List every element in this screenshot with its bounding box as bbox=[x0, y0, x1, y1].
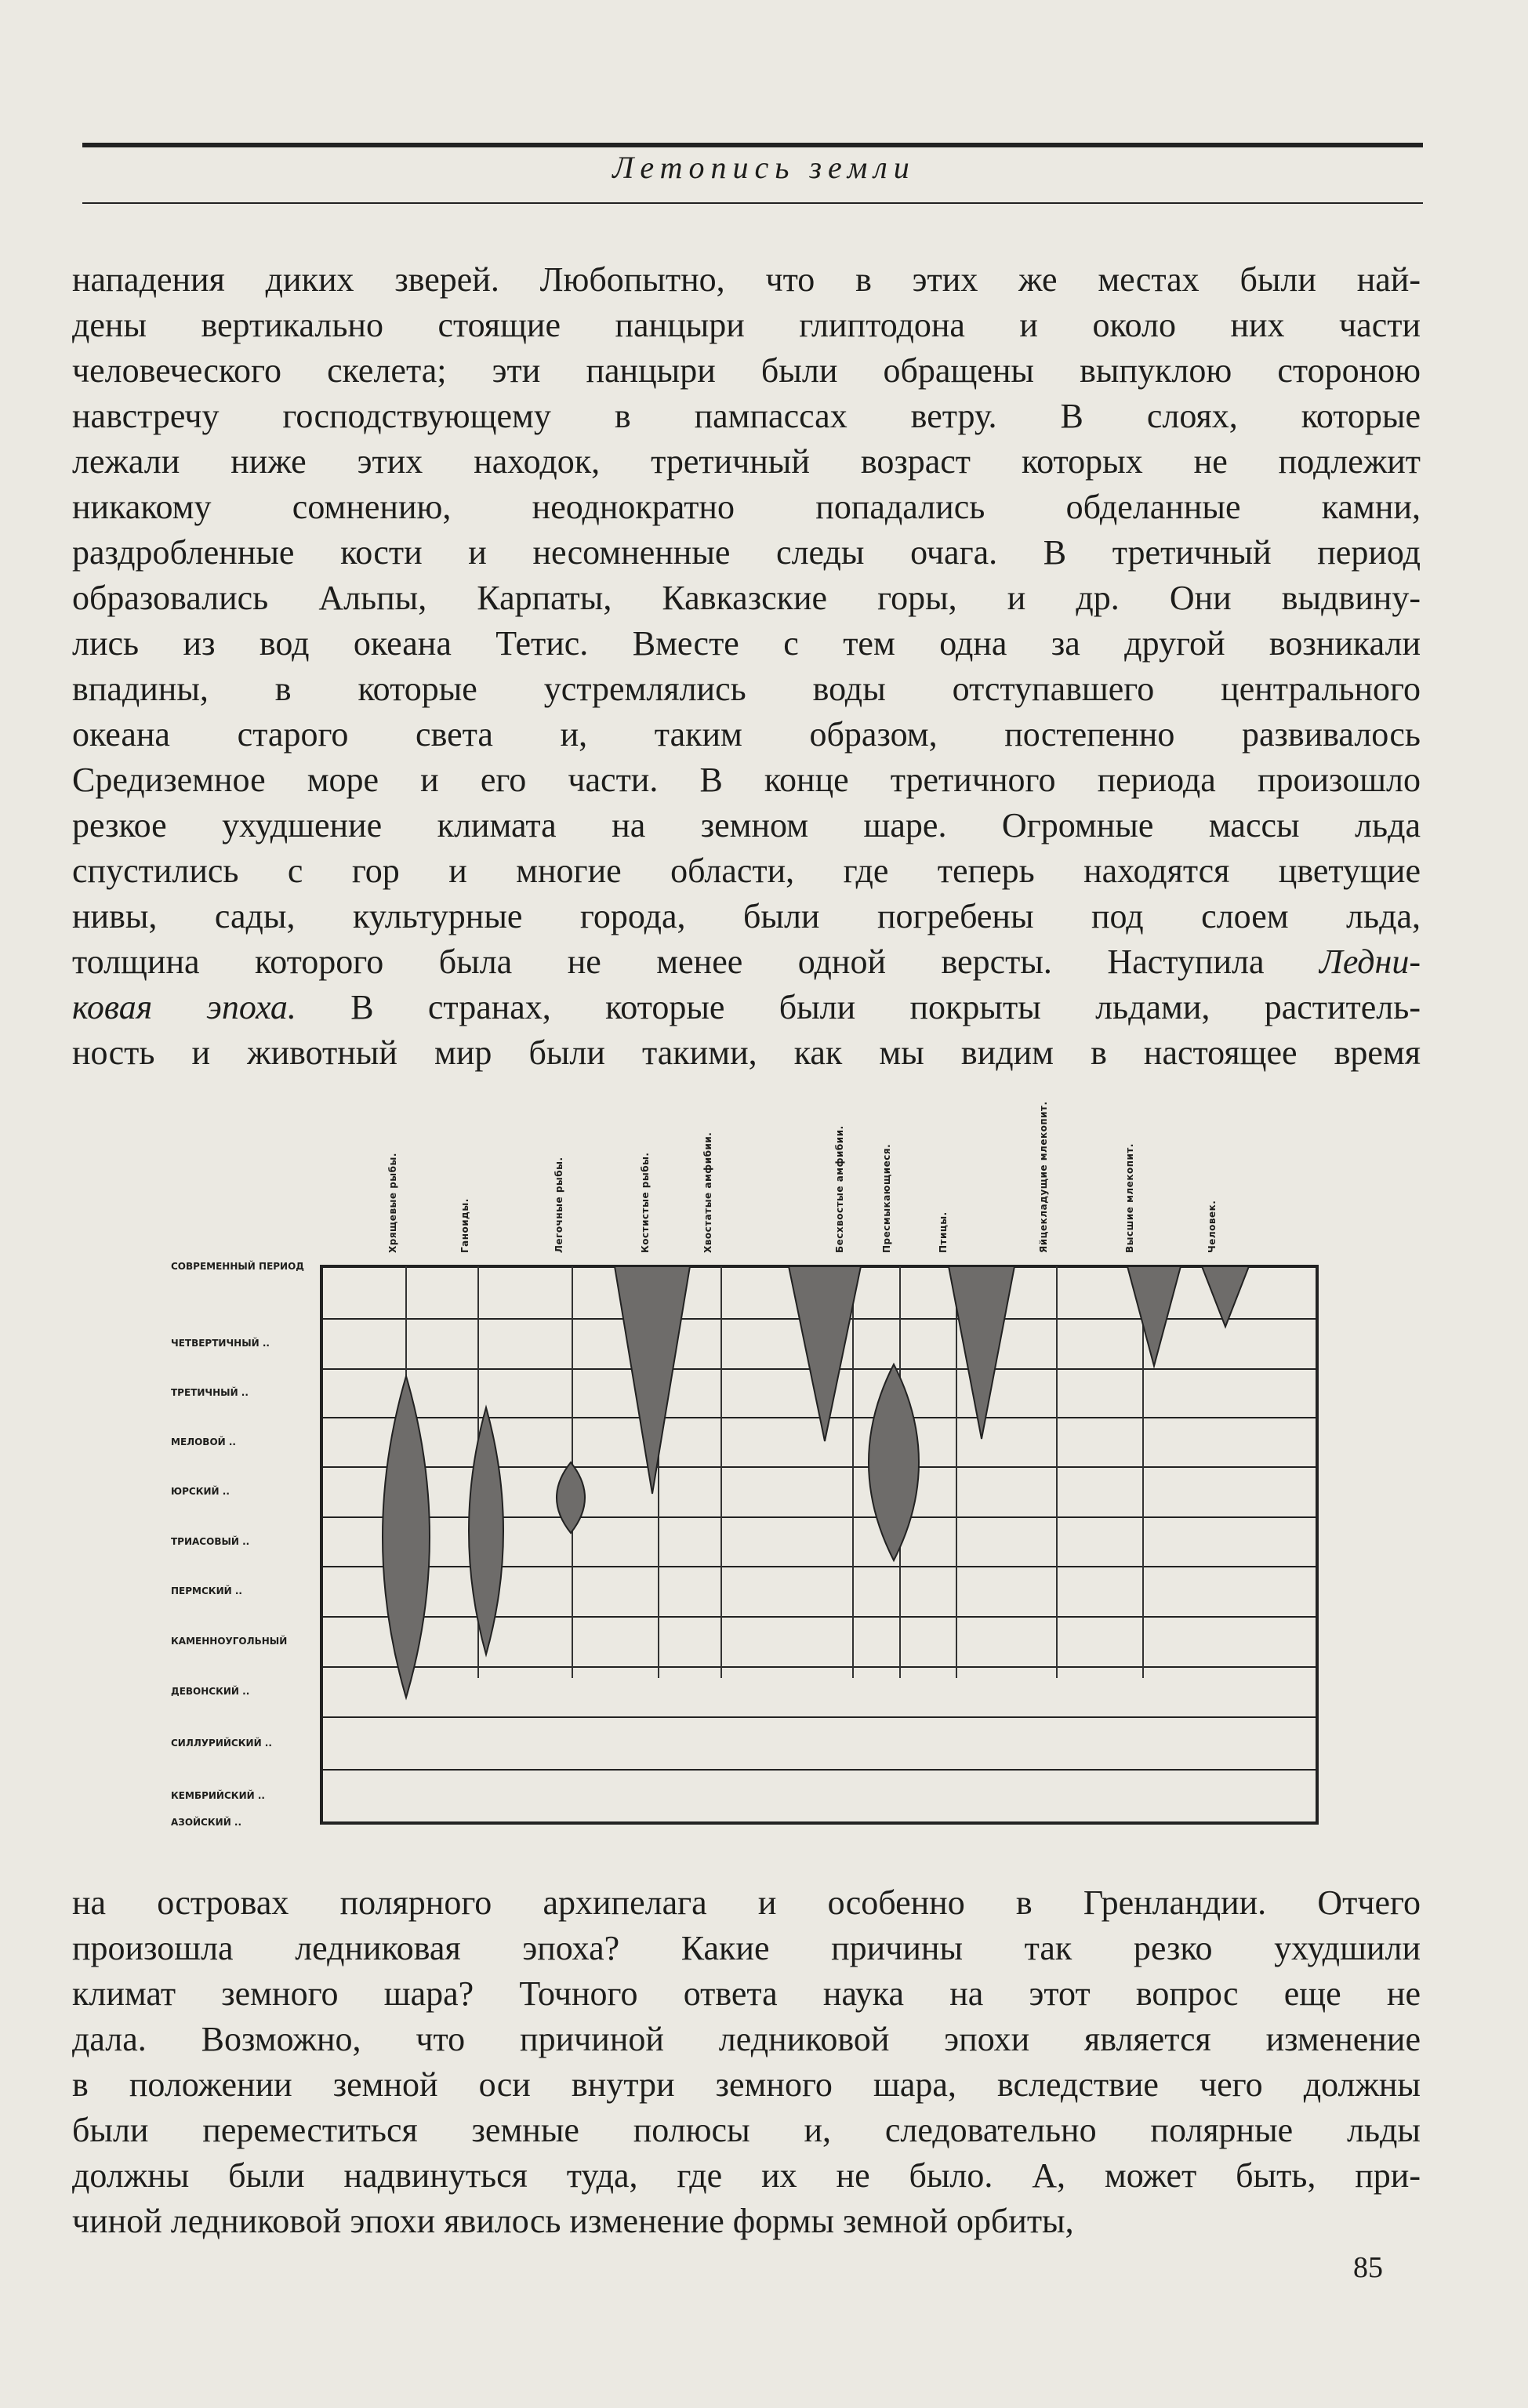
text-line: океана старого света и, таким образом, постепенно развивалось bbox=[72, 715, 1421, 754]
column-label: Пресмыкающиеся. bbox=[881, 1143, 892, 1253]
italic-term: Ледни- bbox=[1319, 942, 1421, 981]
text-line: должны были надвинуться туда, где их не было. А, может быть, при- bbox=[72, 2156, 1421, 2195]
text-line: лежали ниже этих находок, третичный возраст которых не подлежит bbox=[72, 442, 1421, 481]
period-label: КЕМБРИЙСКИЙ .. bbox=[171, 1790, 265, 1801]
text-paragraph-top bbox=[72, 257, 1421, 1076]
period-label: ЮРСКИЙ .. bbox=[171, 1486, 230, 1497]
column-label: Человек. bbox=[1207, 1200, 1218, 1253]
text-line: образовались Альпы, Карпаты, Кавказские горы, и др. Они выдвину- bbox=[72, 579, 1421, 617]
taxon-range-lens bbox=[383, 1376, 430, 1698]
text-line: были переместиться земные полюсы и, следовательно полярные льды bbox=[72, 2111, 1421, 2149]
period-label: ТРЕТИЧНЫЙ .. bbox=[171, 1387, 249, 1398]
column-label: Легочные рыбы. bbox=[553, 1157, 564, 1253]
text-line-with-italic bbox=[72, 985, 1421, 1030]
text-line: нападения диких зверей. Любопытно, что в этих же местах были най- bbox=[72, 260, 1421, 299]
text-line: спустились с гор и многие области, где теперь находятся цветущие bbox=[72, 852, 1421, 890]
chart-canvas bbox=[157, 1137, 1333, 1843]
text-line: дала. Возможно, что причиной ледниковой эпохи является изменение bbox=[72, 2020, 1421, 2058]
italic-term: ковая эпоха. bbox=[72, 988, 296, 1026]
text-line: на островах полярного архипелага и особенно в Гренландии. Отчего bbox=[72, 1883, 1421, 1922]
taxon-range-triangle bbox=[615, 1266, 690, 1494]
text-line: нивы, сады, культурные города, были погребены под слоем льда, bbox=[72, 897, 1421, 935]
taxon-range-triangle bbox=[949, 1266, 1014, 1439]
period-label: КАМЕННОУГОЛЬНЫЙ bbox=[171, 1636, 288, 1647]
column-label: Костистые рыбы. bbox=[640, 1152, 651, 1253]
page-number: 85 bbox=[1353, 2251, 1383, 2284]
column-label: Хвостатые амфибии. bbox=[702, 1131, 713, 1253]
column-label: Птицы. bbox=[938, 1211, 949, 1253]
text-line: чиной ледниковой эпохи явилось изменение формы земной орбиты, bbox=[72, 2202, 1074, 2240]
period-label: ПЕРМСКИЙ .. bbox=[171, 1585, 242, 1596]
header-rule-top bbox=[82, 143, 1423, 147]
text-line: раздробленные кости и несомненные следы очага. В третичный период bbox=[72, 533, 1421, 572]
running-title: Летопись земли bbox=[612, 150, 916, 185]
period-label: АЗОЙСКИЙ .. bbox=[171, 1817, 242, 1828]
period-label: СОВРЕМЕННЫЙ ПЕРИОД bbox=[171, 1261, 304, 1272]
text-paragraph-bottom bbox=[72, 1880, 1421, 2244]
column-label: Ганоиды. bbox=[459, 1198, 470, 1253]
text-line: произошла ледниковая эпоха? Какие причины так резко ухудшили bbox=[72, 1929, 1421, 1967]
text-segment: В странах, которые были покрыты льдами, раститель- bbox=[350, 988, 1421, 1026]
text-segment: толщина которого была не менее одной версты. Наступила bbox=[72, 942, 1265, 981]
text-line: Средиземное море и его части. В конце третичного периода произошло bbox=[72, 761, 1421, 799]
text-line: резкое ухудшение климата на земном шаре. Огромные массы льда bbox=[72, 806, 1421, 844]
column-label: Высшие млекопит. bbox=[1124, 1143, 1135, 1253]
evolution-chart bbox=[157, 1101, 1333, 1843]
header-rule-bottom bbox=[82, 202, 1423, 204]
column-label: Бесхвостые амфибии. bbox=[834, 1125, 845, 1253]
text-line-with-italic bbox=[72, 939, 1421, 985]
text-line: впадины, в которые устремлялись воды отступавшего центрального bbox=[72, 670, 1421, 708]
taxon-range-lens bbox=[557, 1462, 585, 1533]
period-label: СИЛЛУРИЙСКИЙ .. bbox=[171, 1737, 272, 1749]
text-line: дены вертикально стоящие панцыри глиптодона и около них части bbox=[72, 306, 1421, 344]
text-line: человеческого скелета; эти панцыри были обращены выпуклою стороною bbox=[72, 351, 1421, 390]
text-line: никакому сомнению, неоднократно попадались обделанные камни, bbox=[72, 488, 1421, 526]
column-label: Яйцекладущие млекопит. bbox=[1038, 1101, 1049, 1253]
taxon-range-triangle bbox=[1127, 1266, 1181, 1366]
taxon-range-triangle bbox=[1202, 1266, 1249, 1327]
text-line: в положении земной оси внутри земного шара, вследствие чего должны bbox=[72, 2065, 1421, 2104]
period-label: МЕЛОВОЙ .. bbox=[171, 1436, 236, 1447]
period-label: ДЕВОНСКИЙ .. bbox=[171, 1686, 250, 1697]
text-line: ность и животный мир были такими, как мы видим в настоящее время bbox=[72, 1033, 1421, 1072]
text-line: навстречу господствующему в пампассах ветру. В слоях, которые bbox=[72, 397, 1421, 435]
text-line: климат земного шара? Точного ответа наука на этот вопрос еще не bbox=[72, 1974, 1421, 2013]
column-label: Хрящевые рыбы. bbox=[387, 1153, 398, 1253]
period-label: ЧЕТВЕРТИЧНЫЙ .. bbox=[171, 1338, 270, 1349]
taxon-range-lens bbox=[869, 1364, 919, 1560]
taxon-range-triangle bbox=[789, 1266, 861, 1441]
text-line: лись из вод океана Тетис. Вместе с тем одна за другой возникали bbox=[72, 624, 1421, 663]
period-label: ТРИАСОВЫЙ .. bbox=[171, 1535, 250, 1547]
